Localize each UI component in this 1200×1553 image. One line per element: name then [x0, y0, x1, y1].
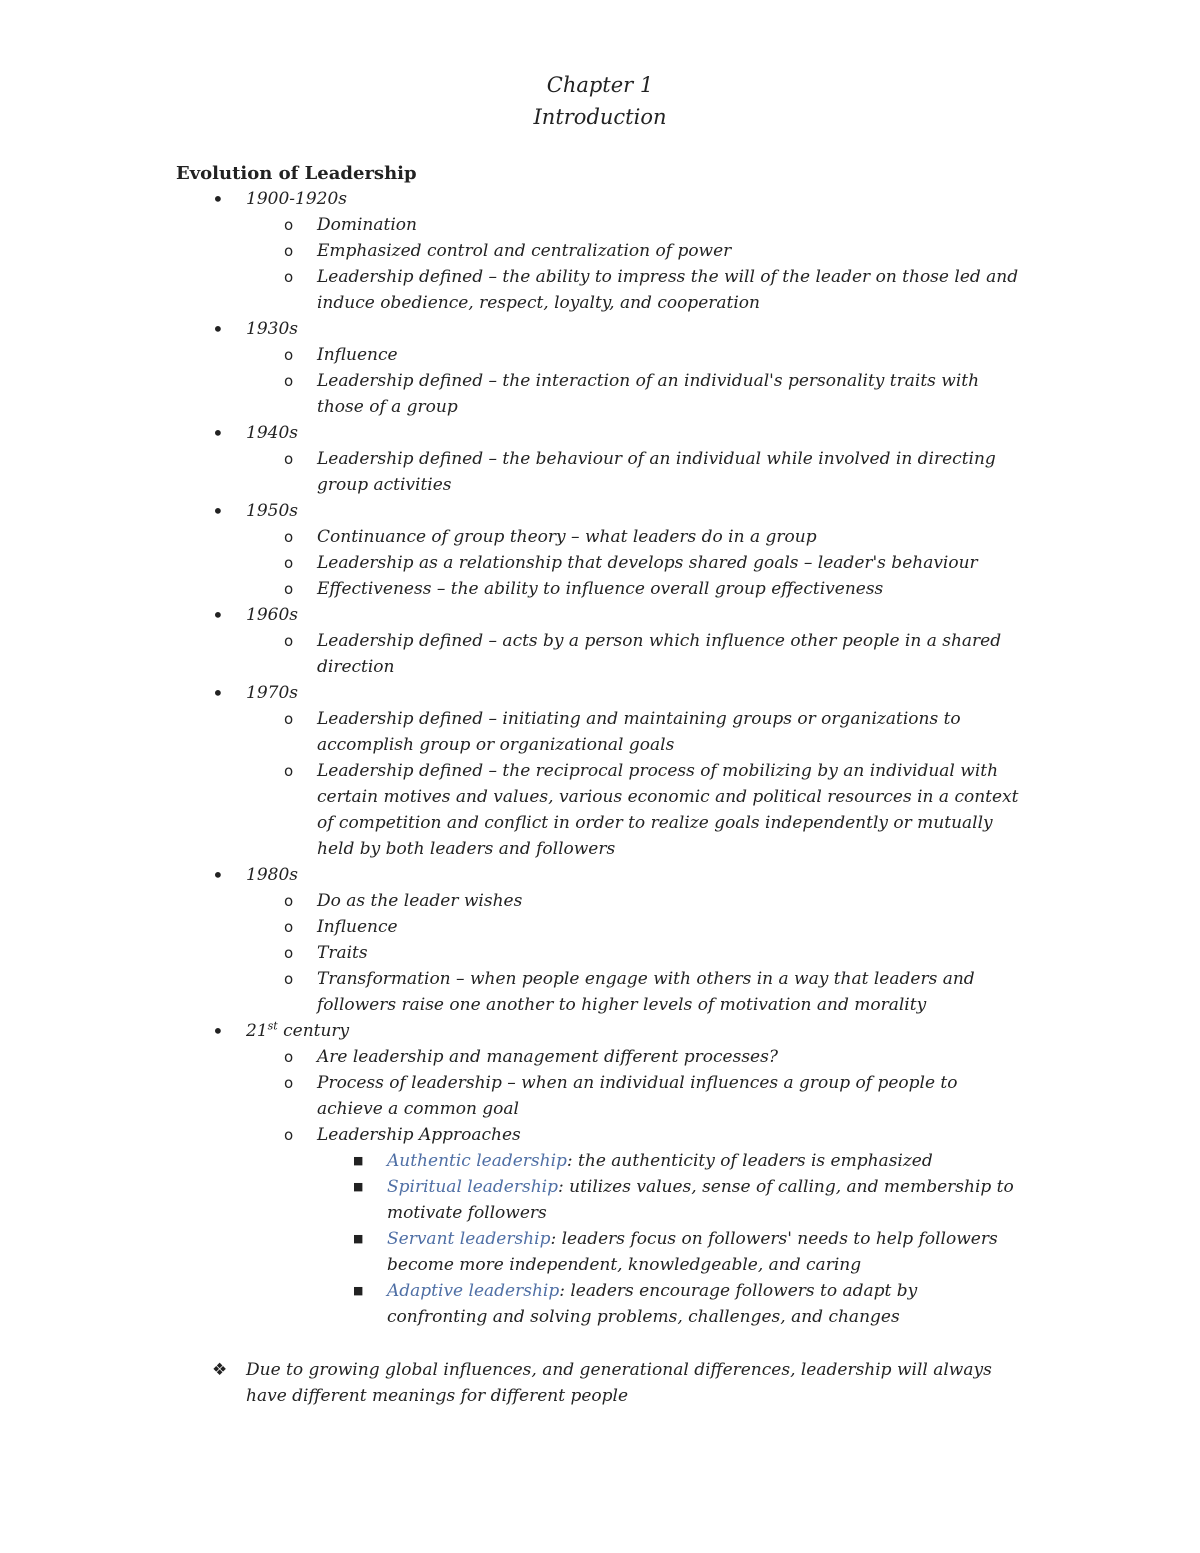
bullet-dot-icon: • [212, 863, 224, 887]
closing-note: Due to growing global influences, and generational differences, leadership will always have different meanings for different people [246, 1360, 992, 1406]
bullet-dot-icon: • [212, 317, 224, 341]
list-item: o Process of leadership – when an individual influences a group of people to achieve a common goal [0, 1070, 1200, 1122]
bullet-dot-icon: • [212, 421, 224, 445]
period-label: 21st century [246, 1019, 350, 1041]
square-bullet-icon: ■ [353, 1180, 364, 1193]
list-item: o Domination [0, 212, 1200, 238]
period-item [0, 862, 1200, 888]
open-circle-icon: o [284, 216, 294, 234]
period-item [0, 498, 1200, 524]
period-item [0, 680, 1200, 706]
approach-item: ■ Authentic leadership: the authenticity of leaders is emphasized [0, 1148, 1200, 1174]
list-item: o Leadership as a relationship that develops shared goals – leader's behaviour [0, 550, 1200, 576]
square-bullet-icon: ■ [353, 1284, 364, 1297]
list-item: o Leadership defined – the behaviour of an individual while involved in directing group activities [0, 446, 1200, 498]
period-label: 1970s [246, 683, 298, 703]
approach-item: ■ Adaptive leadership: leaders encourage followers to adapt by confronting and solving problems, challenges, and changes [0, 1278, 1200, 1330]
list-item: o Leadership defined – the interaction of an individual's personality traits with those of a group [0, 368, 1200, 420]
four-diamond-icon: ❖ [212, 1360, 228, 1380]
list-item: o Leadership defined – the reciprocal process of mobilizing by an individual with certain motives and values, various economic and political resources in a context of competition and conflict in order to realize goals independently or mutually held by both leaders and followers [0, 758, 1200, 862]
period-item [0, 1018, 1200, 1044]
list-item: o Effectiveness – the ability to influence overall group effectiveness [0, 576, 1200, 602]
open-circle-icon: o [284, 580, 294, 598]
open-circle-icon: o [284, 554, 294, 572]
square-bullet-icon: ■ [353, 1154, 364, 1167]
list-item: o Leadership defined – initiating and maintaining groups or organizations to accomplish group or organizational goals [0, 706, 1200, 758]
open-circle-icon: o [284, 372, 294, 390]
open-circle-icon: o [284, 762, 294, 780]
chapter-number: Chapter 1 [546, 73, 654, 97]
bullet-dot-icon: • [212, 1019, 224, 1043]
section-heading: Evolution of Leadership [176, 163, 417, 184]
leadership-outline [0, 186, 1200, 1330]
approach-link[interactable]: Adaptive leadership [387, 1281, 560, 1301]
bullet-dot-icon: • [212, 187, 224, 211]
open-circle-icon: o [284, 892, 294, 910]
period-item [0, 420, 1200, 446]
approach-link[interactable]: Servant leadership [387, 1229, 551, 1249]
open-circle-icon: o [284, 970, 294, 988]
bullet-dot-icon: • [212, 499, 224, 523]
list-item: o Transformation – when people engage with others in a way that leaders and followers raise one another to higher levels of motivation and morality [0, 966, 1200, 1018]
list-item: o Leadership defined – acts by a person which influence other people in a shared direction [0, 628, 1200, 680]
period-label: 1960s [246, 605, 298, 625]
list-item: o Continuance of group theory – what leaders do in a group [0, 524, 1200, 550]
open-circle-icon: o [284, 268, 294, 286]
square-bullet-icon: ■ [353, 1232, 364, 1245]
open-circle-icon: o [284, 528, 294, 546]
list-item: o Influence [0, 914, 1200, 940]
approach-link[interactable]: Authentic leadership [387, 1151, 567, 1171]
bullet-dot-icon: • [212, 681, 224, 705]
list-item: o Are leadership and management different processes? [0, 1044, 1200, 1070]
open-circle-icon: o [284, 346, 294, 364]
period-item [0, 316, 1200, 342]
open-circle-icon: o [284, 918, 294, 936]
open-circle-icon: o [284, 450, 294, 468]
bullet-dot-icon: • [212, 603, 224, 627]
open-circle-icon: o [284, 1126, 294, 1144]
period-label: 1900-1920s [246, 189, 347, 209]
list-item: o Do as the leader wishes [0, 888, 1200, 914]
period-label: 1980s [246, 865, 298, 885]
open-circle-icon: o [284, 242, 294, 260]
list-item: o Influence [0, 342, 1200, 368]
open-circle-icon: o [284, 632, 294, 650]
list-item: o Emphasized control and centralization of power [0, 238, 1200, 264]
approach-item: ■ Servant leadership: leaders focus on followers' needs to help followers become more independent, knowledgeable, and caring [0, 1226, 1200, 1278]
period-label: 1940s [246, 423, 298, 443]
list-item: o Traits [0, 940, 1200, 966]
approach-item: ■ Spiritual leadership: utilizes values, sense of calling, and membership to motivate followers [0, 1174, 1200, 1226]
open-circle-icon: o [284, 1048, 294, 1066]
open-circle-icon: o [284, 1074, 294, 1092]
approach-link[interactable]: Spiritual leadership [387, 1177, 558, 1197]
period-label: 1950s [246, 501, 298, 521]
period-item [0, 186, 1200, 212]
list-item: o Leadership Approaches [0, 1122, 1200, 1148]
period-label: 1930s [246, 319, 298, 339]
period-item [0, 602, 1200, 628]
list-item: o Leadership defined – the ability to impress the will of the leader on those led and induce obedience, respect, loyalty, and cooperation [0, 264, 1200, 316]
open-circle-icon: o [284, 710, 294, 728]
open-circle-icon: o [284, 944, 294, 962]
chapter-title: Introduction [533, 105, 667, 129]
